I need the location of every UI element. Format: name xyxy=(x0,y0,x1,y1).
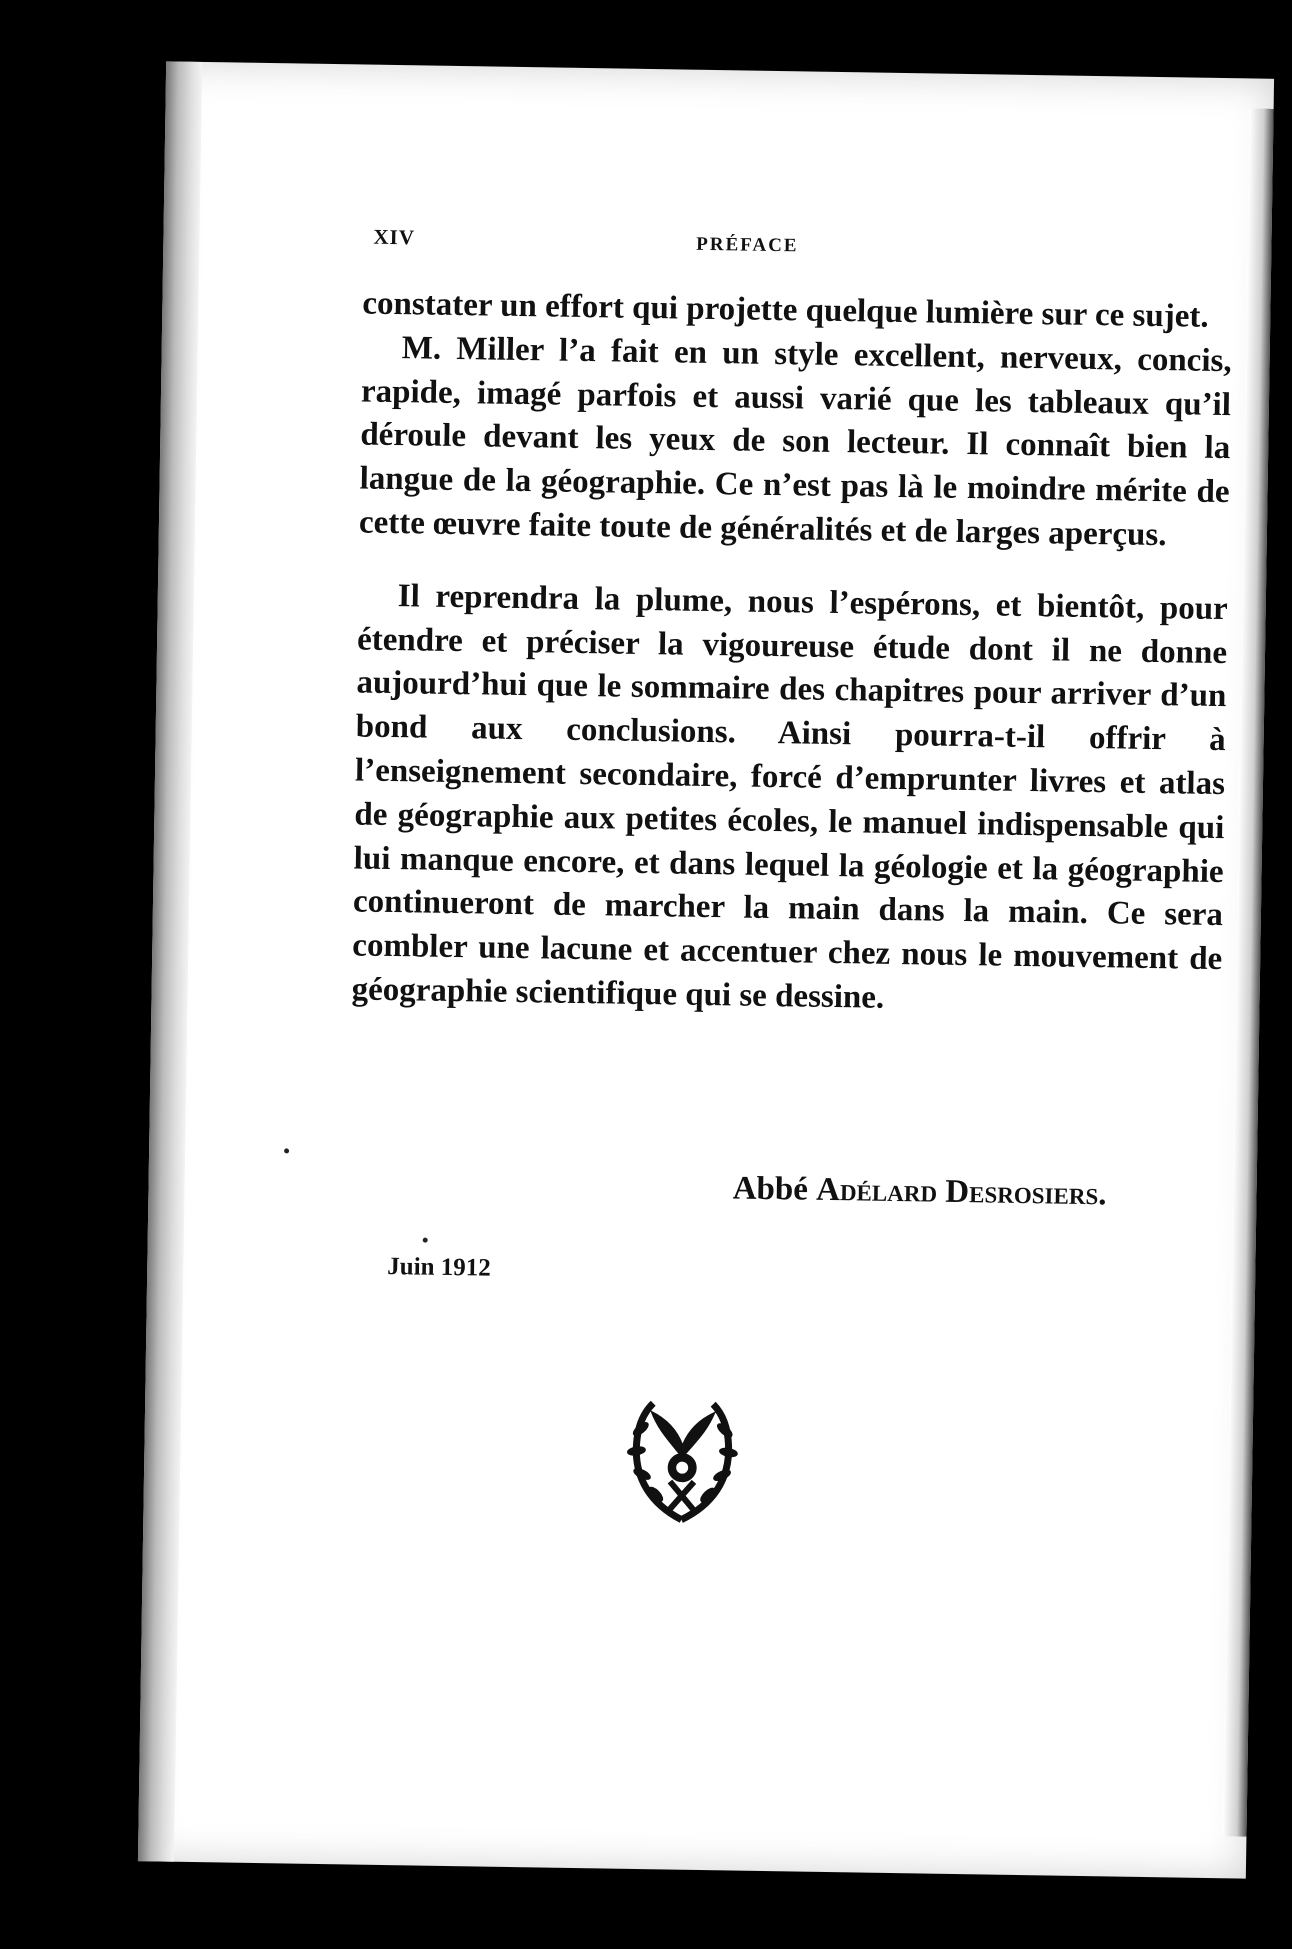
date-line: Juin 1912 xyxy=(387,1253,492,1282)
signature-name: Adélard Desrosiers. xyxy=(815,1171,1107,1213)
running-head xyxy=(373,225,1122,277)
paragraph: M. Miller l’a fait en un style excellent, nerveux, concis, rapide, imagé parfois et aussi varié que les tableaux qu’il déroule devant les yeux de son lecteur. Il connaît bien la langue de la géographie. Ce n’est pas là le moindre mérite de cette œuvre faite toute de généralités et de larges aperçus. xyxy=(358,329,1232,554)
page-number: XIV xyxy=(373,224,416,250)
running-head-title: PRÉFACE xyxy=(696,233,799,257)
bird-wreath-ornament-icon xyxy=(621,1389,743,1531)
signature-prefix: Abbé xyxy=(732,1170,809,1208)
paragraph: Il reprendra la plume, nous l’espérons, et bientôt, pour étendre et préciser la vigoureuse étude dont il ne donne aujourd’hui que le sommaire des chapitres pour arriver d’un bond aux conclusions. Ainsi pourra-t-il offrir à l’enseignement secondaire, forcé d’emprunter livres et atlas de géographie aux petites écoles, le manuel indispensable qui lui manque encore, et dans lequel la géologie et la géographie continueront de marcher la main dans la main. Ce sera combler une lacune et accentuer chez nous le mouvement de géographie scientifique qui se dessine. xyxy=(351,577,1229,1016)
print-speck xyxy=(284,1148,289,1153)
print-speck xyxy=(423,1238,428,1243)
body-text xyxy=(351,283,1232,1026)
signature xyxy=(732,1170,1106,1213)
book-page xyxy=(138,61,1274,1878)
paragraph-continuation: constater un effort qui projette quelque lumière sur ce sujet. xyxy=(362,285,1209,335)
page-gutter xyxy=(138,61,202,1861)
